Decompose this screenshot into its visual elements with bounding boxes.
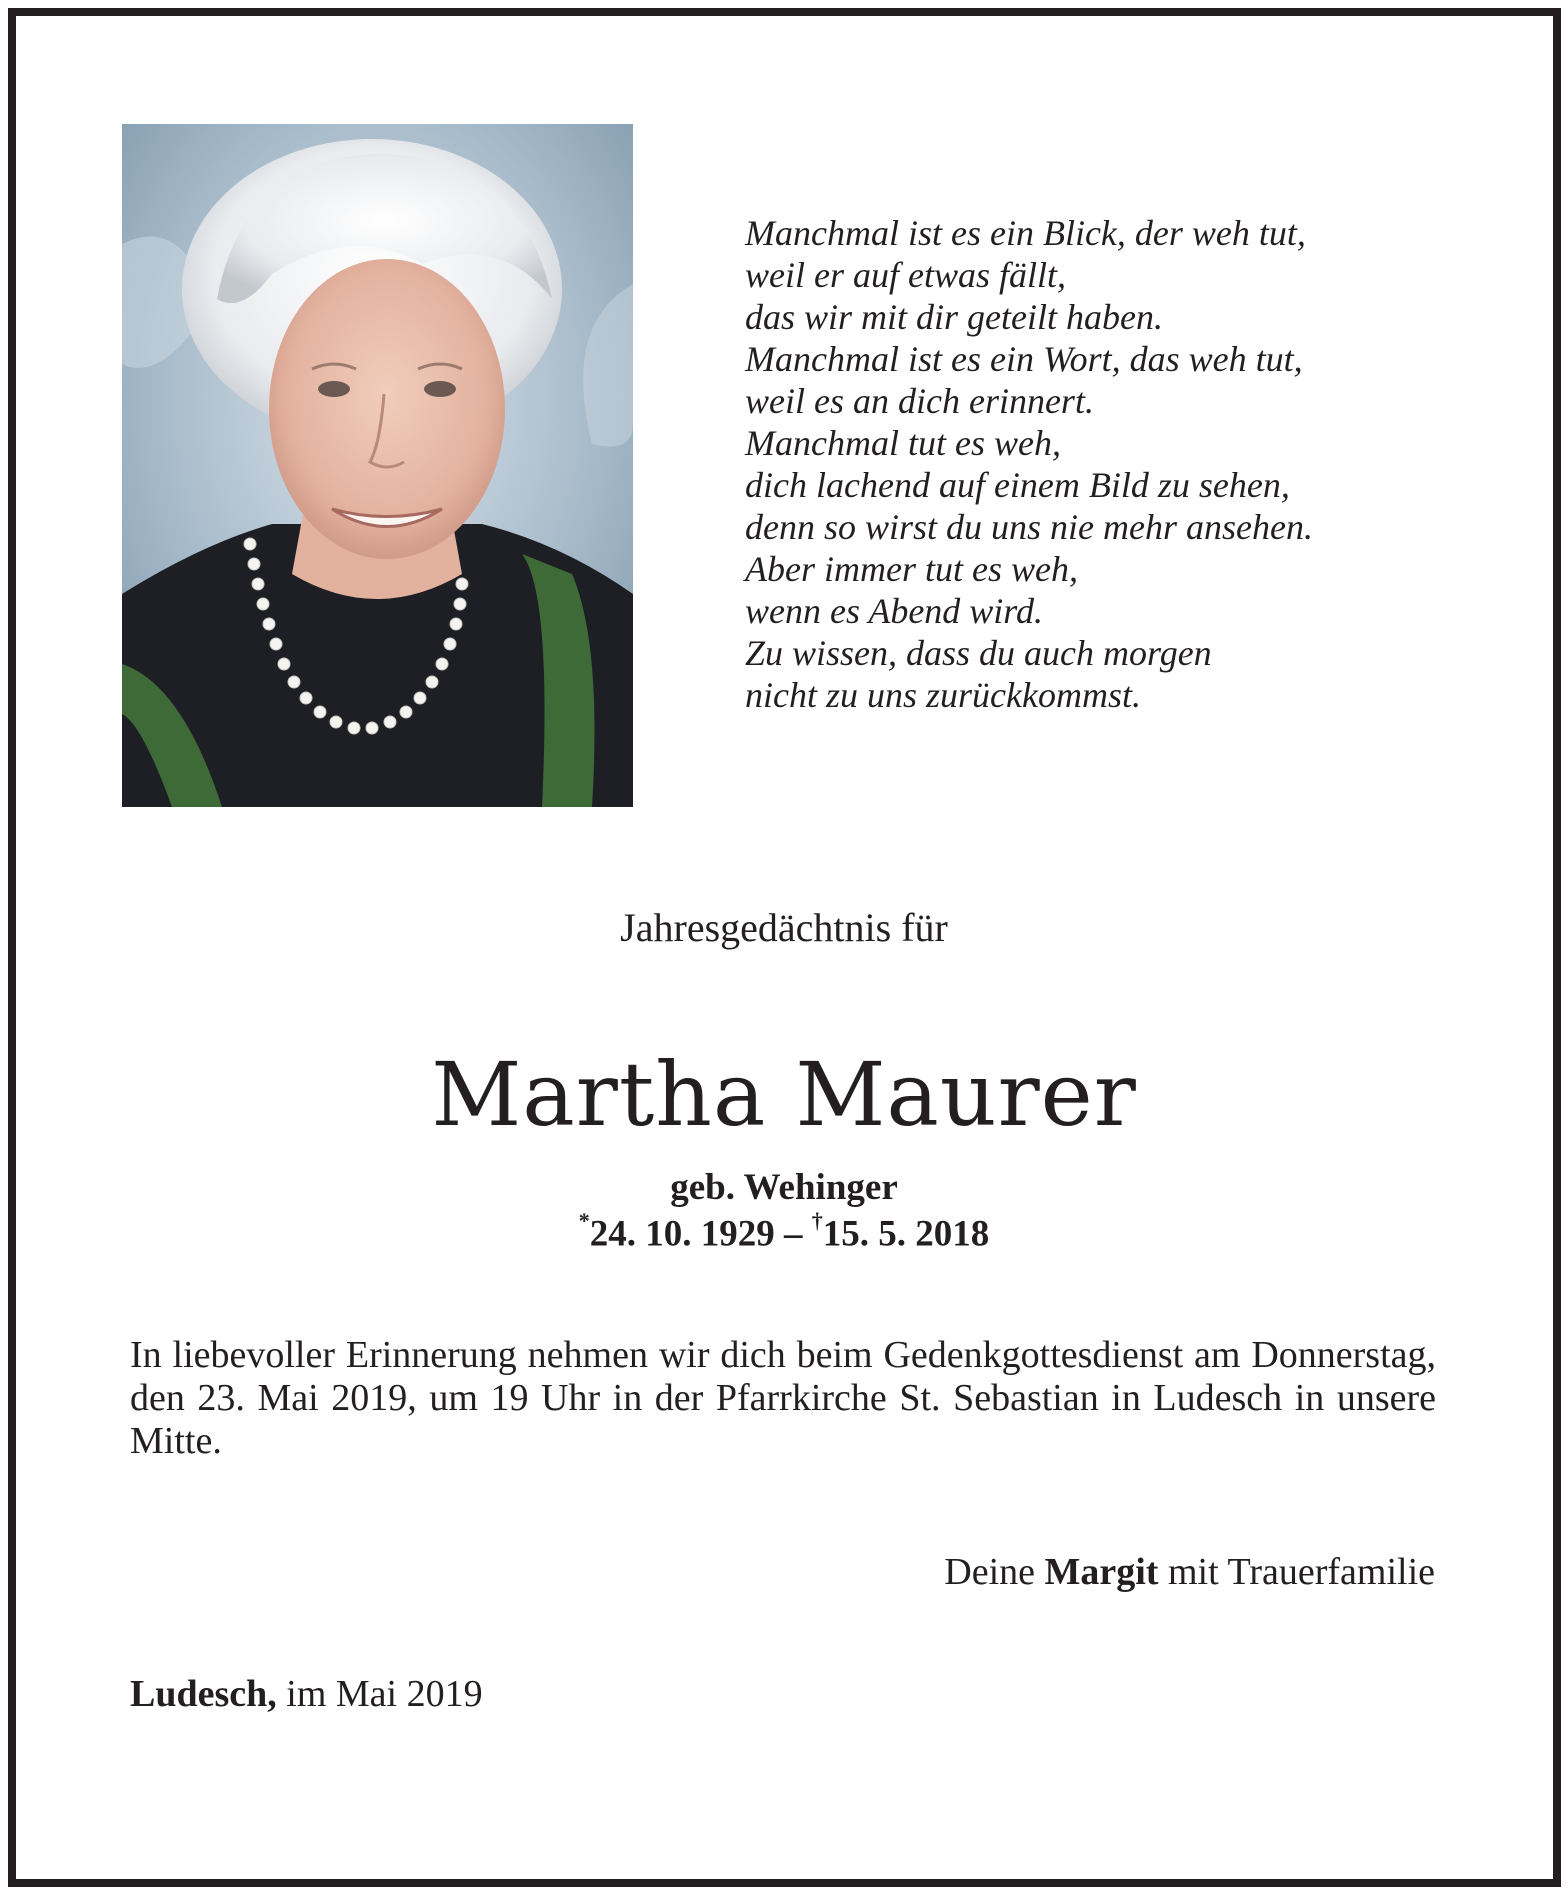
date: im Mai 2019 <box>276 1673 483 1715</box>
poem-line: nicht zu uns zurückkommst. <box>745 675 1141 715</box>
signature-name: Margit <box>1044 1551 1159 1593</box>
poem-line: Manchmal ist es ein Blick, der weh tut, <box>745 213 1306 253</box>
poem-line: das wir mit dir geteilt haben. <box>745 297 1163 337</box>
birth-date: 24. 10. 1929 <box>589 1213 775 1255</box>
signature-prefix: Deine <box>944 1551 1045 1593</box>
portrait-image <box>122 124 633 807</box>
signature-suffix: mit Trauerfamilie <box>1158 1551 1435 1593</box>
poem-line: weil er auf etwas fällt, <box>745 255 1066 295</box>
poem-line: Zu wissen, dass du auch morgen <box>745 633 1212 673</box>
poem-line: weil es an dich erinnert. <box>745 381 1094 421</box>
death-symbol: † <box>811 1208 823 1233</box>
maiden-name: geb. Wehinger <box>670 1167 898 1208</box>
memorial-poem <box>745 212 1465 716</box>
life-dates <box>0 1208 1568 1255</box>
memorial-heading: Jahresgedächtnis für <box>620 905 948 950</box>
memorial-service-text: In liebevoller Erinnerung nehmen wir dich beim Gedenkgottesdienst am Donnerstag, den 23. Mai 2019, um 19 Uhr in der Pfarrkirche St. Sebastian in Ludesch in unsere Mitte. <box>130 1334 1436 1462</box>
poem-line: wenn es Abend wird. <box>745 591 1043 631</box>
place: Ludesch, <box>130 1673 277 1715</box>
poem-line: Manchmal ist es ein Wort, das weh tut, <box>745 339 1303 379</box>
birth-symbol: * <box>578 1208 590 1233</box>
death-date: 15. 5. 2018 <box>822 1213 990 1255</box>
poem-line: Manchmal tut es weh, <box>745 423 1061 463</box>
poem-line: Aber immer tut es weh, <box>745 549 1078 589</box>
portrait-photo <box>122 124 633 807</box>
deceased-name: Martha Maurer <box>431 1043 1137 1146</box>
date-separator: – <box>774 1213 812 1255</box>
poem-line: dich lachend auf einem Bild zu sehen, <box>745 465 1290 505</box>
place-date <box>130 1672 483 1716</box>
poem-line: denn so wirst du uns nie mehr ansehen. <box>745 507 1313 547</box>
signature <box>944 1550 1435 1594</box>
